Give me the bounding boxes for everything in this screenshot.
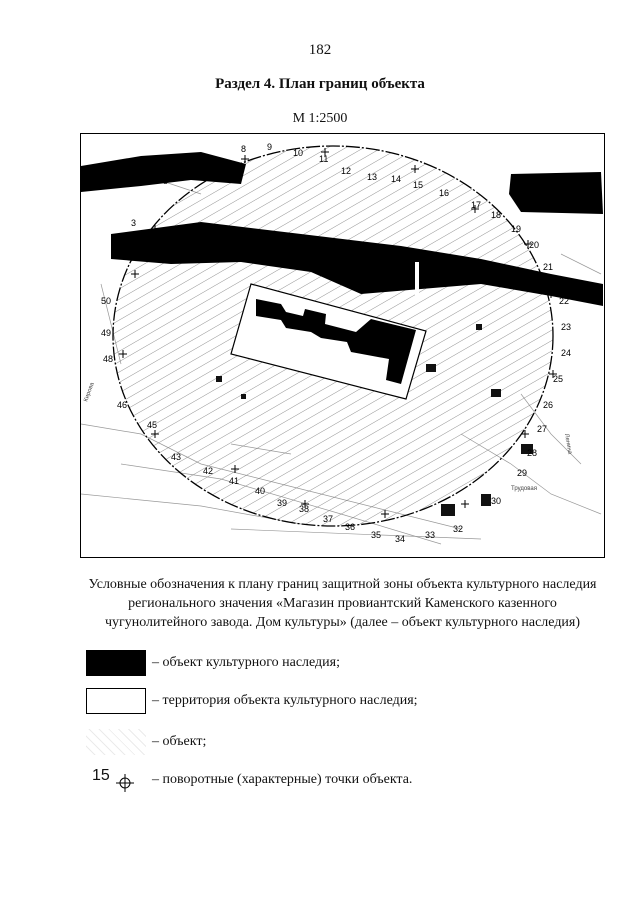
point-label: 3 — [131, 218, 137, 228]
point-label: 22 — [559, 296, 570, 306]
point-label: 6 — [191, 156, 197, 166]
point-label: 36 — [345, 522, 356, 532]
point-label: 38 — [299, 504, 310, 514]
point-label: 14 — [391, 174, 402, 184]
point-label: 29 — [517, 468, 528, 478]
point-label: 34 — [395, 534, 406, 544]
legend-swatch-white — [86, 688, 146, 714]
point-label: 48 — [103, 354, 114, 364]
point-label: 20 — [529, 240, 540, 250]
street-label: Кирова — [83, 381, 96, 403]
point-label: 30 — [491, 496, 502, 506]
point-label: 13 — [367, 172, 378, 182]
point-label: 9 — [267, 142, 273, 152]
street-label: Ленина — [563, 433, 573, 455]
point-label: 23 — [561, 322, 572, 332]
point-label: 18 — [491, 210, 502, 220]
point-label: 46 — [117, 400, 128, 410]
point-label: 11 — [319, 154, 329, 164]
point-label: 45 — [147, 420, 158, 430]
map-scale: М 1:2500 — [292, 111, 348, 126]
point-label: 21 — [543, 262, 554, 272]
legend-item-heritage-territory — [86, 687, 418, 715]
point-label: 15 — [413, 180, 424, 190]
crosshair-icon — [116, 774, 134, 792]
legend-text: – объект; — [152, 734, 207, 749]
point-label: 8 — [241, 144, 247, 154]
map-canvas — [81, 134, 603, 556]
point-label: 41 — [229, 476, 240, 486]
section-heading: Раздел 4. План границ объекта — [215, 76, 425, 92]
legend-text: – территория объекта культурного наследия; — [152, 693, 418, 708]
legend-caption: Условные обозначения к плану границ защитной зоны объекта культурного наследия регионального значения «Магазин провиантский Каменского казенного чугунолитейного завода. Дом культуры» (далее – объект культурного наследия) — [88, 577, 597, 630]
legend-swatch-dots — [86, 729, 146, 755]
point-label: 12 — [341, 166, 352, 176]
point-label: 17 — [471, 200, 482, 210]
point-label: 40 — [255, 486, 266, 496]
point-label: 27 — [537, 424, 548, 434]
point-label: 19 — [511, 224, 522, 234]
point-label: 25 — [553, 374, 564, 384]
legend-item-object — [86, 728, 206, 756]
legend-point-sample — [86, 767, 146, 793]
point-label: 28 — [527, 448, 538, 458]
point-label: 39 — [277, 498, 288, 508]
point-label: 10 — [293, 148, 304, 158]
point-label: 37 — [323, 514, 334, 524]
point-label: 49 — [101, 328, 112, 338]
legend-text: – поворотные (характерные) точки объекта. — [152, 772, 413, 787]
boundary-map — [80, 133, 605, 558]
point-label: 5 — [163, 176, 169, 186]
street-label: Трудовая — [511, 486, 537, 492]
legend-item-heritage-object — [86, 649, 340, 677]
point-label: 16 — [439, 188, 450, 198]
point-label: 24 — [561, 348, 572, 358]
point-label: 35 — [371, 530, 382, 540]
point-label: 50 — [101, 296, 112, 306]
point-label: 2 — [125, 240, 131, 250]
page-number: 182 — [308, 42, 332, 58]
point-label: 26 — [543, 400, 554, 410]
legend-swatch-black — [86, 650, 146, 676]
legend-point-number: 15 — [92, 767, 110, 784]
heritage-blob — [509, 172, 603, 214]
legend-text: – объект культурного наследия; — [152, 655, 340, 670]
legend-item-turning-points — [86, 766, 412, 794]
point-label: 7 — [214, 158, 220, 168]
point-label: 32 — [453, 524, 464, 534]
point-label: 43 — [171, 452, 182, 462]
point-label: 33 — [425, 530, 436, 540]
point-label: 42 — [203, 466, 214, 476]
